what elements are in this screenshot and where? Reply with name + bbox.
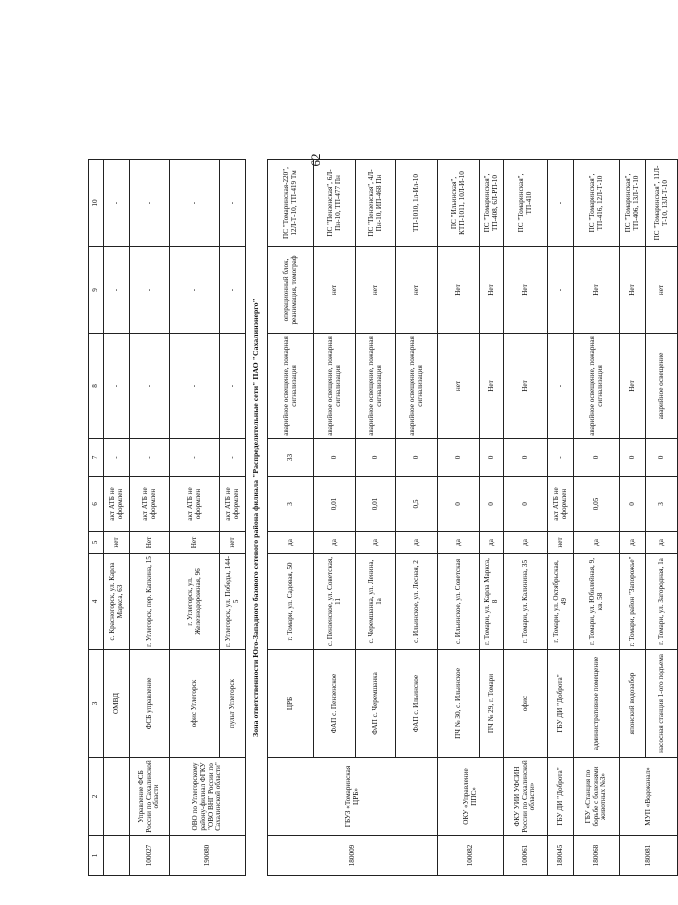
cell-object: ГБУ ДИ "Доброта": [548, 650, 574, 758]
cell-c10: ПС "Томаринская", ТП-410: [504, 160, 548, 247]
cell-c8: Нет: [620, 334, 646, 439]
col-number: 9: [89, 247, 104, 334]
table-row: [620, 160, 646, 876]
cell-c8: аварийное освещение: [646, 334, 678, 439]
cell-c6: 0: [480, 477, 504, 532]
cell-c9: Нет: [504, 247, 548, 334]
cell-c8: Нет: [504, 334, 548, 439]
cell-c10: ПС "Ильинская", КТП-1011, 10Л-И-10: [438, 160, 480, 247]
cell-c6: 0,01: [314, 477, 356, 532]
cell-c8: аварийное освещение, пожарная сигнализация: [396, 334, 438, 439]
cell-code: 180081: [620, 836, 678, 876]
cell-flag: Нет: [130, 532, 170, 554]
cell-c8: -: [220, 334, 246, 439]
cell-address: г. Томари, ул. Юбилейная, 9, кв. 58: [574, 554, 620, 650]
cell-address: г. Томари, ул. Карла Маркса, 8: [480, 554, 504, 650]
cell-c9: нет: [314, 247, 356, 334]
table-row: [104, 160, 130, 876]
cell-c10: ПС "Томаринская", ТП-408, 6Л-РП-10: [480, 160, 504, 247]
cell-c10: -: [548, 160, 574, 247]
table-row: [268, 160, 314, 876]
cell-c10: -: [130, 160, 170, 247]
cell-code: 180068: [574, 836, 620, 876]
cell-code: 100082: [438, 836, 504, 876]
table-row: [170, 160, 220, 876]
cell-c6: акт АТБ не оформлен: [104, 477, 130, 532]
cell-c9: -: [104, 247, 130, 334]
cell-flag: да: [646, 532, 678, 554]
cell-c7: 0: [314, 439, 356, 477]
cell-object: японский водозабор: [620, 650, 646, 758]
cell-object: ПЧ № 29, г. Томари: [480, 650, 504, 758]
cell-flag: да: [620, 532, 646, 554]
cell-address: г. Томари, ул. Калинина, 35: [504, 554, 548, 650]
cell-c7: 0: [396, 439, 438, 477]
cell-flag: да: [314, 532, 356, 554]
cell-address: с. Пензенское, ул. Советская, 11: [314, 554, 356, 650]
cell-c9: -: [548, 247, 574, 334]
cell-object: насосная станция 1-ого подъема: [646, 650, 678, 758]
cell-code: 190080: [170, 836, 246, 876]
cell-c9: -: [130, 247, 170, 334]
cell-code: 180009: [268, 836, 438, 876]
cell-flag: да: [268, 532, 314, 554]
cell-object: ПЧ № 30, с. Ильинское: [438, 650, 480, 758]
cell-c10: ТП-1010, 1л-Ил-10: [396, 160, 438, 247]
cell-c10: ПС "Пензенская", 4Л-Пн-10, ИП-468 Пн: [356, 160, 396, 247]
cell-c8: аварийное освещение, пожарная сигнализация: [314, 334, 356, 439]
cell-c7: 33: [268, 439, 314, 477]
cell-c6: акт АТБ не оформлен: [548, 477, 574, 532]
cell-c8: аварийное освещение, пожарная сигнализация: [268, 334, 314, 439]
cell-c8: -: [104, 334, 130, 439]
cell-address: г. Углегорск, ул. Победы, 144-5: [220, 554, 246, 650]
cell-c9: -: [220, 247, 246, 334]
cell-c7: -: [220, 439, 246, 477]
col-number: 5: [89, 532, 104, 554]
cell-code: 180045: [548, 836, 574, 876]
cell-address: с. Черемшанка, ул. Ленина, 1а: [356, 554, 396, 650]
cell-object: ФАП с. Пензенское: [314, 650, 356, 758]
cell-c7: 0: [504, 439, 548, 477]
cell-c9: -: [170, 247, 220, 334]
zone-title-row: [246, 160, 268, 876]
cell-org: МУП «Водоканал»: [620, 758, 678, 836]
cell-c8: аварийное освещение, пожарная сигнализация: [356, 334, 396, 439]
cell-flag: да: [480, 532, 504, 554]
cell-address: г. Томари, ул. Октябрьская, 49: [548, 554, 574, 650]
cell-address: г. Томари, ул. Садовая, 50: [268, 554, 314, 650]
col-number: 1: [89, 836, 104, 876]
cell-c6: 3: [268, 477, 314, 532]
cell-c8: -: [170, 334, 220, 439]
cell-c10: ПС "Томаринская", 11Л-Т-10, 13Л-Т-10: [646, 160, 678, 247]
cell-org: ОКУ «Управление ППС»: [438, 758, 504, 836]
col-number: 4: [89, 554, 104, 650]
cell-flag: Нет: [170, 532, 220, 554]
cell-c9: операционный блок, реанимация, томограф: [268, 247, 314, 334]
col-number: 3: [89, 650, 104, 758]
cell-c6: 3: [646, 477, 678, 532]
cell-flag: да: [356, 532, 396, 554]
cell-c9: нет: [356, 247, 396, 334]
cell-c10: -: [104, 160, 130, 247]
cell-object: ЦРБ: [268, 650, 314, 758]
cell-c7: -: [170, 439, 220, 477]
cell-c10: ПС "Пензенская", 6Л-Пн-10, ТП-477 Пн: [314, 160, 356, 247]
cell-c6: 0: [620, 477, 646, 532]
cell-object: административное помещение: [574, 650, 620, 758]
table-row: [548, 160, 574, 876]
cell-c7: 0: [480, 439, 504, 477]
cell-c10: ПС "Томаринская", ТП-406, 13Л-Т-10: [620, 160, 646, 247]
col-number: 8: [89, 334, 104, 439]
cell-c9: Нет: [620, 247, 646, 334]
cell-c8: -: [130, 334, 170, 439]
cell-org: ГБУ «Станция по борьбе с болезнями животных №3»: [574, 758, 620, 836]
cell-c10: -: [170, 160, 220, 247]
cell-object: ФАП с. Ильинское: [396, 650, 438, 758]
cell-c7: 0: [620, 439, 646, 477]
cell-c9: Нет: [480, 247, 504, 334]
page-number: 62: [308, 153, 323, 167]
cell-flag: нет: [104, 532, 130, 554]
table-row: [574, 160, 620, 876]
table-row: [504, 160, 548, 876]
cell-org: ОВО по Углегорскому району-филиал ФГКУ "ОВО ВНГ России по Сахалинской области": [170, 758, 246, 836]
cell-org: ГБУЗ «Томаринская ЦРБ»: [268, 758, 438, 836]
cell-c7: 0: [574, 439, 620, 477]
cell-c7: -: [130, 439, 170, 477]
cell-c6: акт АТБ не оформлен: [170, 477, 220, 532]
cell-c10: -: [220, 160, 246, 247]
cell-c8: -: [548, 334, 574, 439]
col-number: 6: [89, 477, 104, 532]
cell-c9: Нет: [574, 247, 620, 334]
cell-object: ФАП с. Черемшанка: [356, 650, 396, 758]
zone-title: Зона ответственности Юго-Западного базового сетевого района филиала "Распределительные сети" ПАО "Сахалинэнерго": [246, 160, 268, 876]
col-number: 10: [89, 160, 104, 247]
rotated-table-container: [88, 28, 669, 876]
cell-c7: -: [104, 439, 130, 477]
cell-c10: ПС "Томаринская", ТП-416, 12Л-Т-10: [574, 160, 620, 247]
cell-code: 100061: [504, 836, 548, 876]
cell-c6: 0,01: [356, 477, 396, 532]
cell-c9: нет: [396, 247, 438, 334]
cell-c6: акт АТБ не оформлен: [220, 477, 246, 532]
cell-address: г. Углегорск, пер. Капкина, 15: [130, 554, 170, 650]
cell-org: Управление ФСБ России по Сахалинской области: [130, 758, 170, 836]
cell-code: [104, 836, 130, 876]
cell-org: ФКУ УИИ УФСИН России по Сахалинской области»: [504, 758, 548, 836]
cell-c9: нет: [646, 247, 678, 334]
cell-address: с. Красногорск, ул. Карла Маркса, 63: [104, 554, 130, 650]
cell-address: с. Ильинское, ул. Лесная, 2: [396, 554, 438, 650]
cell-c9: Нет: [438, 247, 480, 334]
cell-c6: акт АТБ не оформлен: [130, 477, 170, 532]
cell-flag: нет: [220, 532, 246, 554]
cell-c7: 0: [438, 439, 480, 477]
column-numbers-row: [89, 160, 104, 876]
cell-org: ГБУ ДИ "Доброта": [548, 758, 574, 836]
cell-c10: ПС "Томаринская-220", 12Л-Т-10, ТП-419 Тм: [268, 160, 314, 247]
cell-object: ОМВД: [104, 650, 130, 758]
table-row: [438, 160, 480, 876]
cell-org: [104, 758, 130, 836]
cell-code: 100027: [130, 836, 170, 876]
cell-c6: 0,05: [574, 477, 620, 532]
responsibility-table: [88, 159, 678, 876]
cell-c7: 0: [356, 439, 396, 477]
cell-c6: 0: [438, 477, 480, 532]
cell-c8: аварийное освещение, пожарная сигнализация: [574, 334, 620, 439]
col-number: 7: [89, 439, 104, 477]
table-row: [130, 160, 170, 876]
cell-address: с. Ильинское, ул. Советская: [438, 554, 480, 650]
cell-flag: да: [396, 532, 438, 554]
cell-flag: да: [504, 532, 548, 554]
cell-c8: нет: [438, 334, 480, 439]
cell-c8: Нет: [480, 334, 504, 439]
cell-address: г. Томари, район "Запорожье": [620, 554, 646, 650]
col-number: 2: [89, 758, 104, 836]
cell-object: пульт Углегорск: [220, 650, 246, 758]
cell-address: г. Томари, ул. Загородная, 1а: [646, 554, 678, 650]
cell-flag: нет: [548, 532, 574, 554]
cell-c6: 0,5: [396, 477, 438, 532]
cell-c6: 0: [504, 477, 548, 532]
cell-c7: -: [548, 439, 574, 477]
cell-flag: да: [574, 532, 620, 554]
cell-c7: 0: [646, 439, 678, 477]
cell-object: ФСБ управление: [130, 650, 170, 758]
cell-flag: да: [438, 532, 480, 554]
cell-object: офис Углегорск: [170, 650, 220, 758]
cell-object: офис: [504, 650, 548, 758]
cell-address: г. Углегорск, ул. Железнодорожная, 96: [170, 554, 220, 650]
